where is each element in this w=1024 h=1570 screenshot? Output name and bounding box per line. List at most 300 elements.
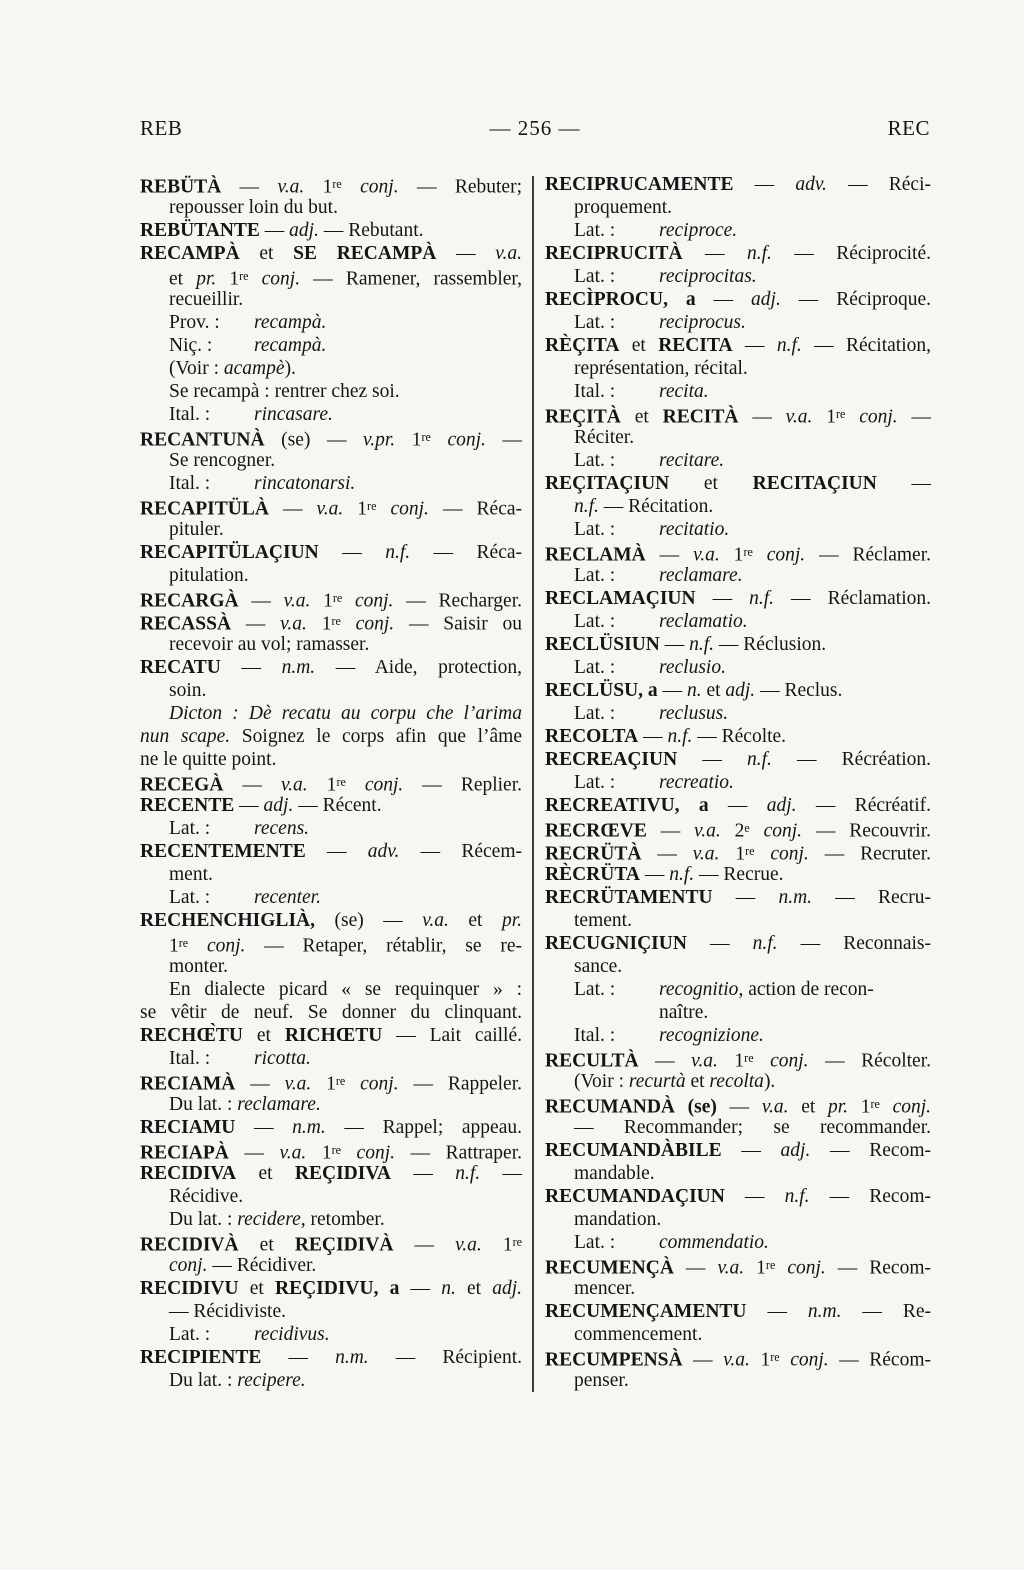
text-segment: Dicton : Dè recatu au corpu che l’arima — [169, 703, 522, 724]
text-segment: Du lat. : — [169, 1094, 238, 1115]
text-segment: — Recom- — [809, 1186, 932, 1207]
entry-line — [140, 955, 522, 978]
text-segment: — — [673, 1257, 718, 1279]
entry-line — [140, 1346, 522, 1369]
entry-line — [545, 886, 931, 909]
text-segment: — — [391, 1163, 456, 1184]
text-segment: v.a. — [280, 774, 308, 796]
text-segment: conj. — [376, 498, 429, 520]
headword-text: RICHŒTU — [284, 1025, 383, 1046]
entry-line — [545, 840, 931, 863]
text-segment: v.a. — [785, 406, 813, 428]
page-number: — 256 — — [489, 116, 581, 140]
text-segment: — Lait caillé. — [382, 1025, 523, 1046]
dictionary-entry — [140, 242, 522, 426]
text-segment: Lat. : — [574, 772, 616, 793]
tabbed-text — [659, 771, 734, 794]
entry-line — [140, 656, 522, 679]
text-segment: et — [448, 910, 502, 931]
text-segment: — — [646, 820, 695, 842]
text-segment: re — [835, 407, 846, 421]
text-segment: — Récipient. — [368, 1347, 522, 1368]
text-segment: re — [512, 1235, 523, 1249]
entry-line — [545, 219, 931, 242]
text-segment: — Récent. — [293, 795, 382, 816]
text-segment: re — [178, 936, 189, 950]
entry-line — [545, 380, 931, 403]
text-segment: n.f. — [385, 542, 411, 563]
headword-text: REBÜTANTE — [140, 220, 260, 241]
headword-text: RECARGÀ — [140, 590, 239, 612]
text-segment: — Récolte. — [692, 726, 787, 747]
text-segment: Du lat. : — [169, 1209, 238, 1230]
text-segment: — Réclusion. — [714, 634, 827, 655]
text-segment: v.a. — [761, 1096, 789, 1118]
text-segment: — Recharger. — [393, 590, 523, 612]
text-segment: Lat. : — [169, 887, 211, 908]
text-segment: soin. — [169, 680, 207, 701]
text-segment: monter. — [169, 956, 229, 977]
text-segment: commendatio. — [659, 1232, 769, 1253]
text-segment: re — [332, 591, 343, 605]
text-segment: et — [242, 1025, 285, 1046]
text-segment: n.m. — [778, 887, 813, 908]
entry-line — [545, 978, 931, 1001]
text-segment: — Recru- — [812, 887, 931, 908]
text-segment: adj. — [289, 220, 319, 241]
text-segment: recens. — [254, 818, 310, 839]
text-segment: Lat. : — [169, 1324, 211, 1345]
dictionary-entry — [545, 403, 931, 472]
dictionary-entry — [545, 1254, 931, 1300]
text-segment: — — [746, 1301, 808, 1322]
text-segment: Soignez le corps afin que l’âme — [230, 726, 522, 747]
text-segment: re — [336, 775, 346, 789]
dictionary-entry — [545, 840, 931, 863]
text-segment: recreatio. — [659, 772, 734, 793]
text-segment: v.a. — [284, 1073, 312, 1095]
text-segment: n.f. — [667, 726, 693, 747]
tabbed-text — [254, 817, 309, 840]
text-segment: conj. — [775, 1257, 826, 1279]
text-segment: — — [876, 473, 931, 494]
text-segment: — Récem- — [399, 841, 522, 862]
tabbed-text — [659, 449, 724, 472]
dictionary-entry — [545, 173, 931, 242]
entry-line — [545, 1323, 931, 1346]
entry-line — [545, 702, 931, 725]
dictionary-entry — [545, 932, 931, 1047]
dictionary-entry — [140, 1346, 522, 1392]
text-segment: et — [239, 243, 294, 264]
text-segment: — — [638, 726, 668, 747]
text-segment: — — [393, 1234, 456, 1256]
text-segment: reclamare. — [237, 1094, 321, 1115]
text-segment: recognizione. — [659, 1025, 764, 1046]
entry-line — [140, 564, 522, 587]
text-segment: pr. — [501, 910, 523, 931]
tabbed-text — [254, 886, 321, 909]
text-segment: v.a. — [280, 613, 307, 635]
entry-line — [545, 196, 931, 219]
text-segment: (Voir : — [574, 1071, 629, 1092]
text-segment: 1 — [169, 935, 179, 957]
text-segment: ne le quitte point. — [140, 749, 277, 770]
dictionary-entry — [545, 587, 931, 633]
text-segment: — Réclamer. — [805, 544, 931, 566]
text-segment: — Récitation. — [598, 496, 714, 517]
headword-text: RECIDIVU — [140, 1278, 239, 1299]
entry-line — [140, 311, 522, 334]
dictionary-entry — [545, 886, 931, 932]
text-segment: — Ramener, rassembler, — [300, 268, 523, 290]
entry-line — [140, 1139, 522, 1162]
headword-text: RECENTEMENTE — [140, 841, 306, 862]
text-segment: ). — [763, 1071, 776, 1092]
entry-line — [545, 1001, 931, 1024]
text-segment: adv. — [367, 841, 400, 862]
entry-line — [140, 1093, 522, 1116]
dictionary-entry — [140, 1162, 522, 1231]
text-segment: v.a. — [495, 243, 523, 264]
text-segment: , action de recon- — [738, 979, 874, 1000]
entry-line — [545, 610, 931, 633]
entry-line — [140, 403, 522, 426]
entry-line — [140, 1277, 522, 1300]
text-segment: mencer. — [574, 1278, 636, 1299]
text-segment: — — [645, 544, 694, 566]
text-segment: n.f. — [689, 634, 715, 655]
dictionary-entry — [140, 1139, 522, 1162]
dictionary-entry — [140, 909, 522, 1024]
text-segment: Récidive. — [169, 1186, 244, 1207]
text-segment: Se rencogner. — [169, 450, 276, 471]
text-segment: et — [685, 1071, 710, 1092]
entry-line — [545, 334, 931, 357]
text-segment: v.a. — [691, 1050, 718, 1072]
text-segment: — Recommander; se recommander. — [574, 1117, 931, 1138]
text-segment: — — [682, 1349, 724, 1371]
entry-line — [140, 863, 522, 886]
text-segment: — — [682, 243, 747, 264]
text-segment: — — [234, 795, 264, 816]
entry-line — [140, 817, 522, 840]
text-segment: n.m. — [807, 1301, 842, 1322]
headword-text: RECAMPÀ — [140, 243, 240, 264]
text-segment: n.f. — [574, 496, 599, 517]
text-segment: n. — [686, 680, 702, 701]
headword-text: RECREAÇIUN — [545, 749, 678, 770]
text-segment: conj. — [779, 1349, 829, 1371]
text-segment: Lat. : — [574, 220, 616, 241]
text-segment: — — [733, 174, 796, 195]
text-segment: re — [765, 1258, 776, 1272]
text-segment: re — [870, 1097, 880, 1111]
text-segment: , retomber. — [300, 1209, 385, 1230]
text-segment: 1 — [744, 1257, 766, 1279]
text-segment: sance. — [574, 956, 623, 977]
headword-text: RECUMANDÀ (se) — [545, 1096, 717, 1118]
text-segment: — — [399, 1278, 442, 1299]
text-segment: 1 — [812, 406, 836, 428]
entry-line — [140, 610, 522, 633]
text-segment: pr. — [827, 1096, 849, 1118]
headword-text: RECUMPENSÀ — [545, 1349, 683, 1371]
header-section-right: REC — [887, 116, 930, 140]
text-segment: acampè — [223, 358, 285, 379]
entry-line — [140, 380, 522, 403]
text-segment: — Rebutant. — [318, 220, 424, 241]
headword-text: RECUMENÇAMENTU — [545, 1301, 747, 1322]
text-segment: — — [228, 1142, 280, 1164]
headword-text: RECITÀ — [662, 406, 739, 428]
text-segment: v.a. — [692, 843, 720, 865]
entry-line — [545, 817, 931, 840]
text-segment: n.m. — [281, 657, 316, 678]
entry-line — [140, 196, 522, 219]
text-segment: pituler. — [169, 519, 224, 540]
entry-line — [545, 1185, 931, 1208]
text-segment: conj. — [345, 1073, 399, 1095]
text-segment: adj. — [766, 795, 797, 816]
text-segment: 1 — [719, 843, 746, 865]
text-segment: Lat. : — [574, 611, 616, 632]
text-segment: et — [238, 1278, 275, 1299]
text-segment: et — [669, 473, 753, 494]
text-segment: naître. — [659, 1002, 709, 1023]
text-segment: reclusus. — [659, 703, 729, 724]
text-segment: recampà. — [254, 312, 327, 333]
text-segment: ment. — [169, 864, 213, 885]
text-segment: — Re- — [841, 1301, 931, 1322]
text-segment: mandation. — [574, 1209, 662, 1230]
text-segment: — Récréatif. — [796, 795, 932, 816]
headword-text: RÈCRÜTA — [545, 864, 640, 885]
text-segment: ). — [284, 358, 296, 379]
text-segment: pr. — [196, 268, 217, 290]
tabbed-text — [659, 610, 748, 633]
text-segment: — Recruter. — [808, 843, 932, 865]
text-segment: — — [638, 1050, 692, 1072]
entry-line — [545, 1093, 931, 1116]
text-segment: 1 — [719, 544, 744, 566]
text-segment: — Récom- — [828, 1349, 932, 1371]
text-segment: — — [223, 774, 281, 796]
entry-line — [545, 1277, 931, 1300]
text-segment: conj. — [749, 820, 803, 842]
header-section-left: REB — [140, 116, 183, 140]
headword-text: RECREATIVU, a — [545, 795, 709, 816]
dictionary-entry — [140, 1070, 522, 1116]
text-segment: re — [421, 430, 431, 444]
text-segment: n. — [441, 1278, 456, 1299]
entry-line — [545, 932, 931, 955]
headword-text: RECLÜSU, a — [545, 680, 658, 701]
entry-line — [140, 357, 522, 380]
text-segment: recognitio — [659, 979, 739, 1000]
text-segment: reciproce. — [659, 220, 738, 241]
text-segment: et — [236, 1163, 295, 1184]
text-segment: — — [318, 542, 386, 563]
text-segment: — — [220, 657, 282, 678]
text-segment: Lat. : — [169, 818, 211, 839]
text-segment: — — [641, 843, 693, 865]
text-segment: — Saisir ou — [394, 613, 523, 635]
text-segment: e — [744, 821, 750, 835]
text-segment: recidere — [237, 1209, 301, 1230]
entry-line — [140, 1254, 522, 1277]
text-segment: — — [732, 335, 777, 356]
entry-line — [140, 633, 522, 656]
entry-line — [545, 242, 931, 265]
entry-line — [545, 564, 931, 587]
dictionary-entry — [140, 587, 522, 610]
tabbed-text — [659, 978, 874, 1001]
entry-line — [140, 978, 522, 1001]
dictionary-entry — [140, 219, 522, 242]
entry-line — [140, 449, 522, 472]
dictionary-entry — [140, 656, 522, 771]
column-left — [140, 173, 522, 1392]
headword-text: RECOLTA — [545, 726, 639, 747]
text-segment: Lat. : — [574, 1232, 616, 1253]
headword-text: RECÌPROCU, a — [545, 289, 696, 310]
text-segment: 2 — [720, 820, 745, 842]
tabbed-text — [254, 334, 326, 357]
text-segment: recueillir. — [169, 289, 244, 310]
dictionary-entry — [545, 794, 931, 817]
dictionary-entry — [545, 817, 931, 840]
entry-line — [545, 403, 931, 426]
text-segment: et — [619, 335, 659, 356]
entry-line — [545, 426, 931, 449]
text-segment: v.pr. — [363, 429, 396, 451]
text-segment: Ital. : — [169, 1048, 211, 1069]
tabbed-text — [659, 702, 728, 725]
text-segment: recitare. — [659, 450, 725, 471]
entry-line — [545, 771, 931, 794]
dictionary-entry — [140, 771, 522, 794]
headword-text: RECIAMU — [140, 1117, 236, 1138]
text-segment: proquement. — [574, 197, 673, 218]
text-segment: Niç. : — [169, 335, 213, 356]
headword-text: REÇIDIVA — [294, 1163, 391, 1184]
text-segment: — Récidiviste. — [169, 1301, 286, 1322]
dictionary-entry — [140, 1231, 522, 1277]
entry-line — [545, 748, 931, 771]
text-segment: 1 — [343, 498, 368, 520]
text-segment: n.m. — [292, 1117, 326, 1138]
entry-line — [140, 840, 522, 863]
text-segment: conj. — [342, 590, 394, 612]
text-segment: (se) — — [315, 910, 423, 931]
tabbed-text — [659, 265, 757, 288]
entry-line — [140, 173, 522, 196]
text-segment: Ital. : — [169, 473, 211, 494]
text-segment: re — [743, 545, 753, 559]
tabbed-text — [254, 1047, 311, 1070]
dictionary-entry — [545, 1047, 931, 1093]
text-segment: 1 — [481, 1234, 513, 1256]
entry-line — [140, 472, 522, 495]
text-segment: Lat. : — [574, 565, 616, 586]
dictionary-entry — [545, 633, 931, 679]
text-segment: Lat. : — [574, 450, 616, 471]
text-segment: Lat. : — [574, 703, 616, 724]
dictionary-entry — [545, 1139, 931, 1185]
entry-line — [140, 748, 522, 771]
text-segment: conj. — [879, 1096, 932, 1118]
text-segment: v.a. — [283, 590, 311, 612]
text-segment: — Récitation, — [801, 335, 931, 356]
headword-text: RECLAMAÇIUN — [545, 588, 696, 609]
text-segment: n.f. — [752, 933, 778, 954]
entry-line — [140, 518, 522, 541]
text-segment: — — [677, 749, 747, 770]
text-segment: adj. — [780, 1140, 811, 1161]
entry-line — [140, 1323, 522, 1346]
entry-line — [545, 1231, 931, 1254]
tabbed-text — [659, 1024, 764, 1047]
headword-text: RECAPITÜLÀ — [140, 498, 269, 520]
entry-line — [140, 334, 522, 357]
text-segment: 1 — [310, 590, 333, 612]
text-segment: — Replier. — [403, 774, 523, 796]
text-segment: — Rappeler. — [398, 1073, 522, 1095]
column-divider — [532, 176, 534, 1392]
text-segment: — Récidiver. — [207, 1255, 317, 1276]
text-segment: — Recom- — [810, 1140, 932, 1161]
entry-line — [140, 1116, 522, 1139]
entry-line — [545, 495, 931, 518]
text-segment: conj. — [754, 843, 809, 865]
text-segment: commencement. — [574, 1324, 703, 1345]
headword-text: RECAPITÜLAÇIUN — [140, 542, 319, 563]
tabbed-text — [254, 472, 355, 495]
text-segment: — Rattraper. — [395, 1142, 523, 1164]
text-segment: re — [744, 1051, 754, 1065]
headword-text: RECHŒ̀TU — [140, 1025, 243, 1046]
tabbed-text — [254, 1323, 330, 1346]
text-segment: — Reclus. — [755, 680, 843, 701]
headword-text: RECUMANDAÇIUN — [545, 1186, 725, 1207]
text-segment: — — [485, 429, 523, 451]
dictionary-entry — [545, 1093, 931, 1139]
entry-line — [140, 886, 522, 909]
text-segment: re — [335, 1074, 346, 1088]
dictionary-entry — [140, 1277, 522, 1346]
text-segment: — Recouvrir. — [802, 820, 932, 842]
text-segment: Se recampà : rentrer chez soi. — [169, 381, 400, 402]
text-segment: 1 — [749, 1349, 771, 1371]
text-segment: — — [695, 289, 752, 310]
headword-text: RECITA — [658, 335, 733, 356]
headword-text: RECULTÀ — [545, 1050, 639, 1072]
entry-line — [545, 1346, 931, 1369]
text-segment: n.f. — [669, 864, 695, 885]
entry-line — [140, 1162, 522, 1185]
entry-line — [545, 725, 931, 748]
text-segment: — — [738, 406, 786, 428]
text-segment: conj. — [430, 429, 486, 451]
entry-line — [140, 219, 522, 242]
text-segment: — — [716, 1096, 762, 1118]
text-segment: — — [268, 498, 317, 520]
text-segment: n.f. — [784, 1186, 810, 1207]
text-segment: v.a. — [422, 910, 449, 931]
tabbed-text — [254, 403, 333, 426]
text-segment: se vêtir de neuf. Se donner du clinquant. — [140, 1002, 522, 1023]
